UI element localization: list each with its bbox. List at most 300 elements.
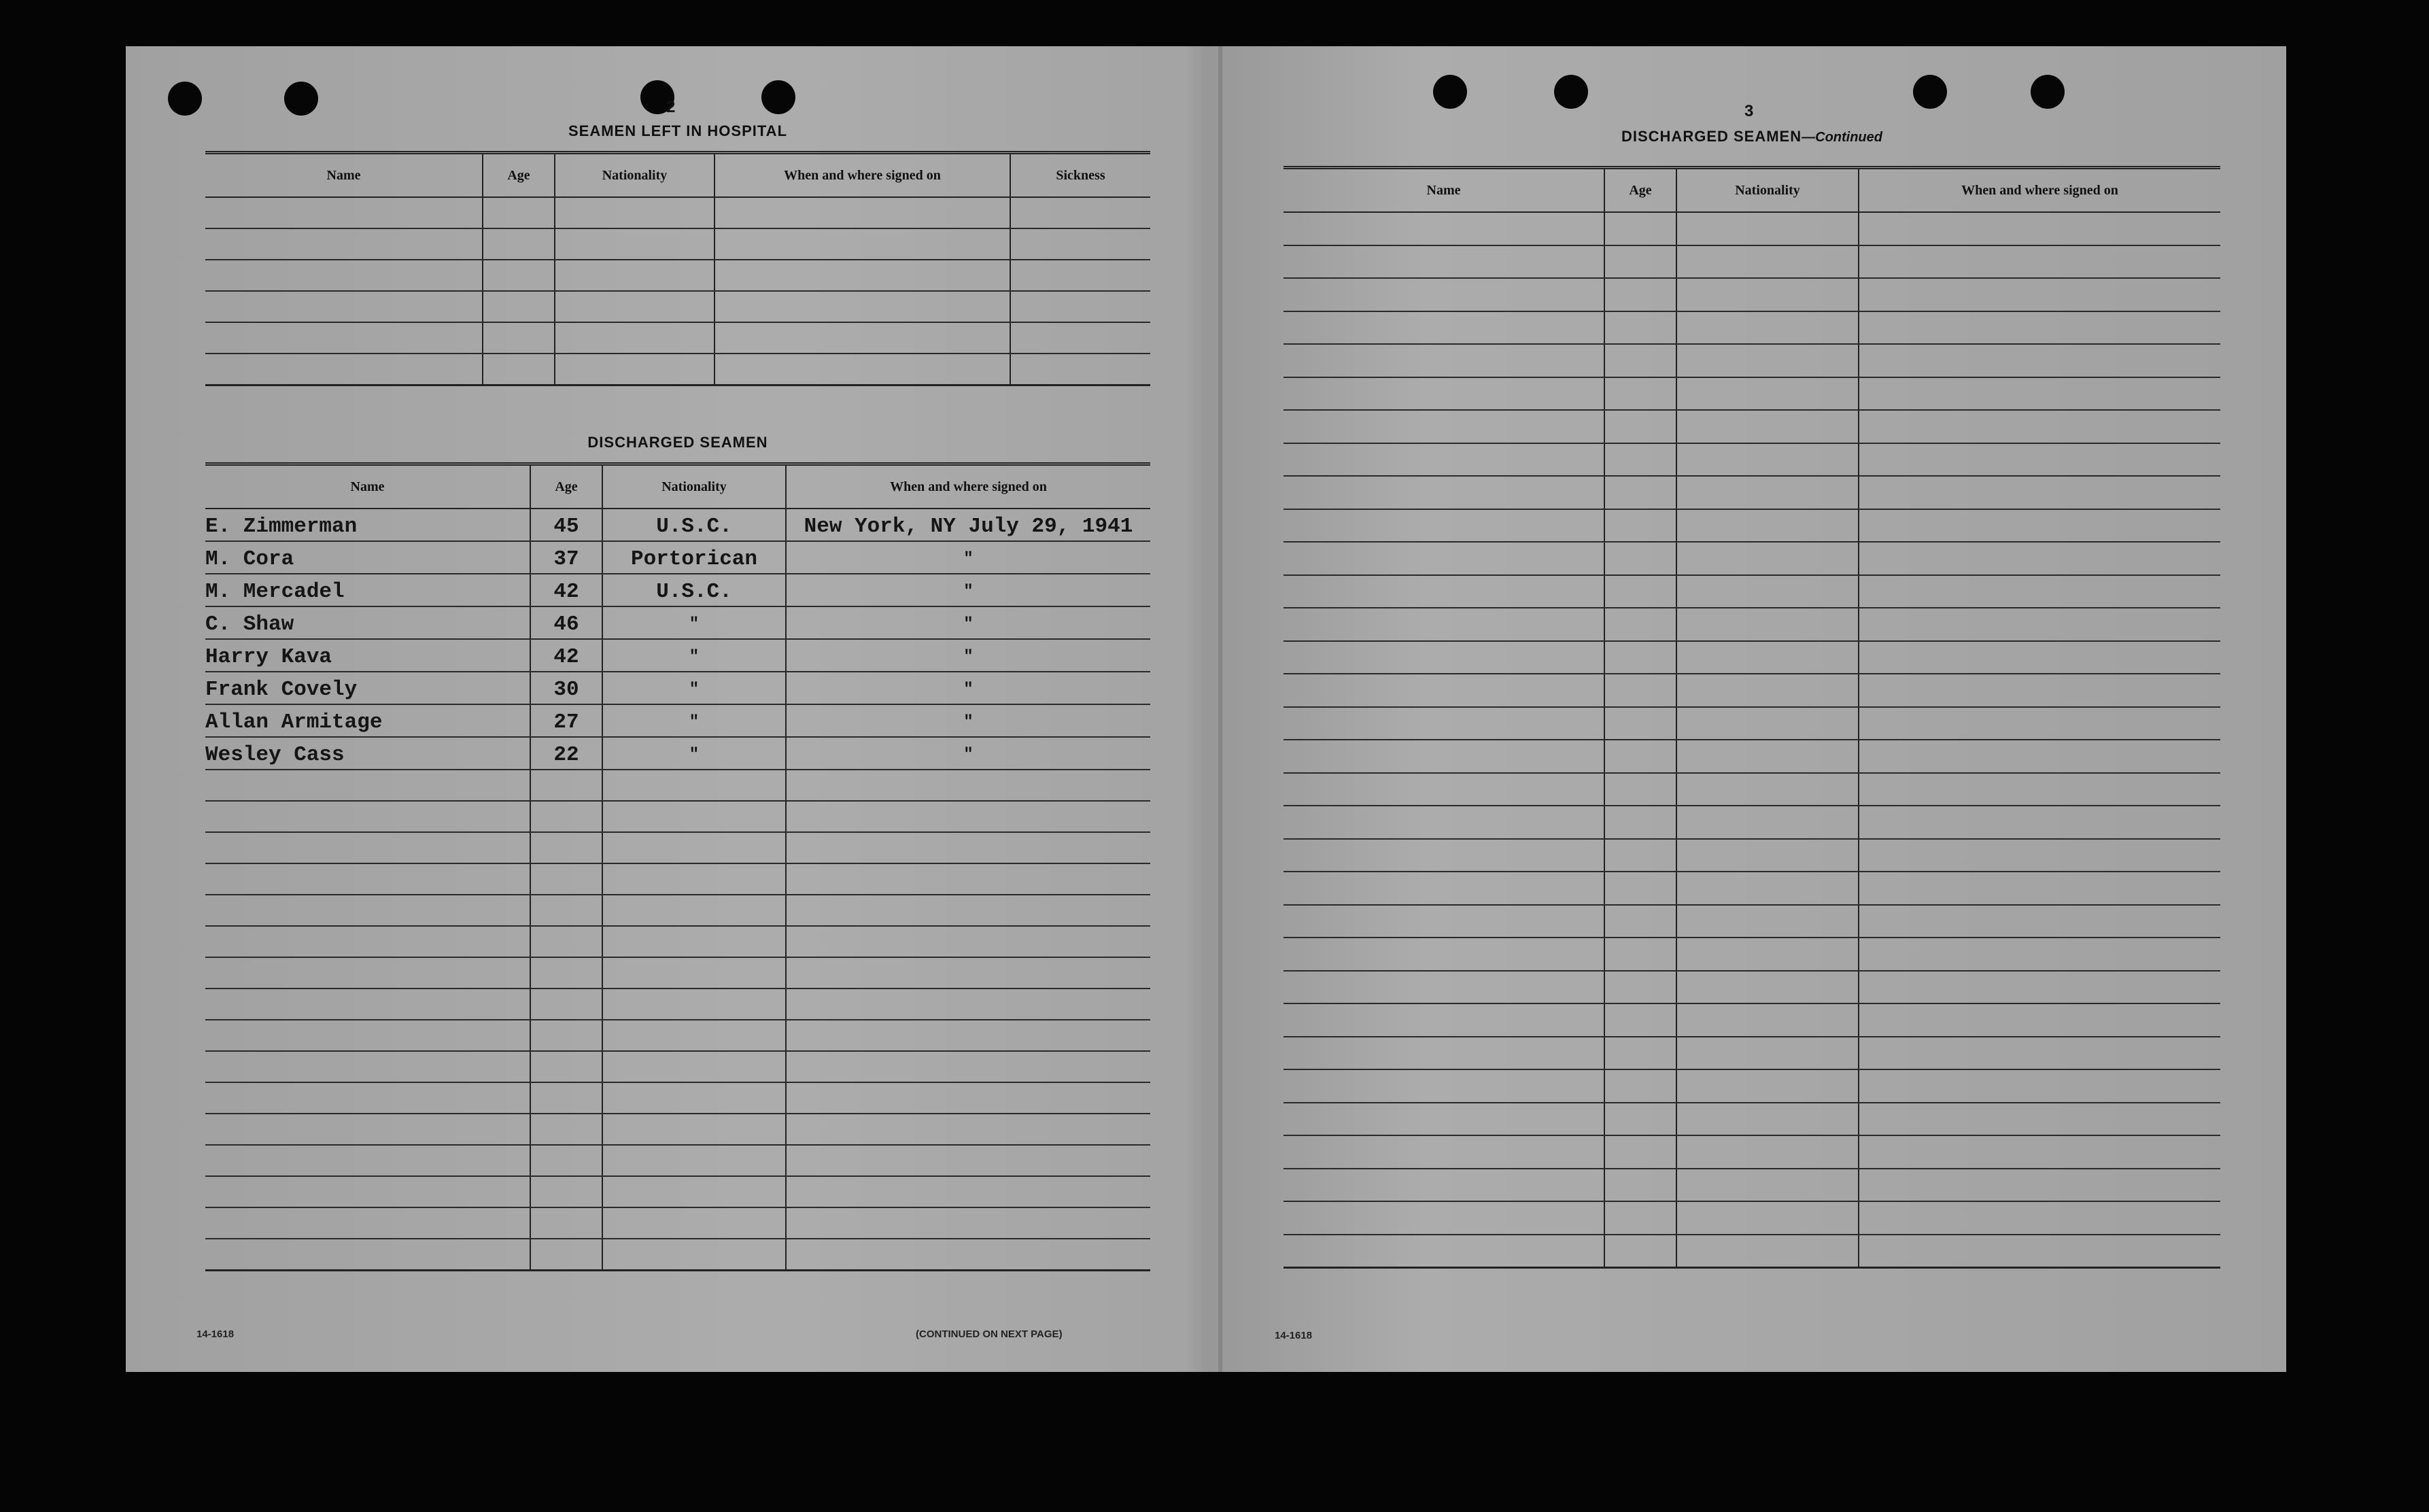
empty-cell <box>1284 1103 1604 1136</box>
empty-cell <box>205 926 530 957</box>
empty-cell <box>205 832 530 863</box>
seaman-name: Frank Covely <box>205 672 530 704</box>
table-row <box>1284 641 2220 674</box>
hospital-table <box>205 151 1150 386</box>
empty-cell <box>1676 872 1859 905</box>
table-row <box>205 509 1150 541</box>
empty-cell <box>1604 443 1676 477</box>
empty-cell <box>483 228 555 260</box>
empty-cell <box>786 801 1150 832</box>
empty-cell <box>205 801 530 832</box>
empty-cell <box>1284 542 1604 575</box>
empty-cell <box>1010 291 1150 322</box>
table-row <box>205 1176 1150 1207</box>
empty-cell <box>602 770 786 801</box>
seaman-signed-on: New York, NY July 29, 1941 <box>786 509 1150 541</box>
empty-cell <box>1859 212 2220 245</box>
page-fold <box>1218 46 1222 1372</box>
seaman-nationality: " <box>602 737 786 770</box>
empty-cell <box>786 1051 1150 1082</box>
empty-cell <box>714 260 1010 291</box>
table-row <box>205 770 1150 801</box>
col-header-signed-on: When and where signed on <box>714 153 1010 198</box>
seaman-signed-on: " <box>786 541 1150 574</box>
empty-cell <box>1676 608 1859 641</box>
empty-cell <box>1604 773 1676 806</box>
empty-cell <box>483 197 555 228</box>
seaman-name: M. Mercadel <box>205 574 530 606</box>
empty-cell <box>1284 641 1604 674</box>
punch-hole <box>1913 75 1947 109</box>
col-header-sickness: Sickness <box>1010 153 1150 198</box>
seaman-signed-on: " <box>786 606 1150 639</box>
seaman-age: 27 <box>530 704 602 737</box>
empty-cell <box>530 801 602 832</box>
empty-cell <box>602 1239 786 1271</box>
empty-cell <box>1859 707 2220 740</box>
empty-cell <box>1604 608 1676 641</box>
empty-cell <box>530 957 602 989</box>
empty-cell <box>1859 1135 2220 1169</box>
empty-cell <box>714 228 1010 260</box>
empty-cell <box>1676 476 1859 509</box>
empty-cell <box>1604 1201 1676 1235</box>
empty-cell <box>530 989 602 1020</box>
empty-cell <box>602 1176 786 1207</box>
col-header-nationality: Nationality <box>555 153 714 198</box>
table-row <box>1284 410 2220 443</box>
table-row <box>1284 1235 2220 1268</box>
empty-cell <box>1676 575 1859 608</box>
col-header-age: Age <box>1604 168 1676 213</box>
empty-cell <box>1859 905 2220 938</box>
empty-cell <box>555 197 714 228</box>
empty-cell <box>1604 575 1676 608</box>
empty-cell <box>602 1020 786 1051</box>
empty-cell <box>1676 443 1859 477</box>
table-row <box>1284 1201 2220 1235</box>
table-row <box>205 639 1150 672</box>
empty-cell <box>530 1082 602 1114</box>
title-main: DISCHARGED SEAMEN <box>1621 128 1802 145</box>
empty-cell <box>1284 740 1604 773</box>
empty-cell <box>1676 773 1859 806</box>
seaman-name: Allan Armitage <box>205 704 530 737</box>
table-row <box>1284 773 2220 806</box>
seaman-age: 42 <box>530 574 602 606</box>
empty-cell <box>1284 509 1604 543</box>
seaman-name: Wesley Cass <box>205 737 530 770</box>
empty-cell <box>205 770 530 801</box>
empty-cell <box>1859 278 2220 311</box>
table-row <box>1284 674 2220 707</box>
discharged-continued-table <box>1284 166 2220 1269</box>
seaman-nationality: U.S.C. <box>602 574 786 606</box>
empty-cell <box>1676 707 1859 740</box>
empty-cell <box>602 895 786 926</box>
empty-cell <box>1284 344 1604 377</box>
empty-cell <box>1676 344 1859 377</box>
table-row <box>1284 1169 2220 1202</box>
empty-cell <box>786 957 1150 989</box>
empty-cell <box>530 1176 602 1207</box>
empty-cell <box>530 770 602 801</box>
empty-cell <box>530 1051 602 1082</box>
empty-cell <box>786 1145 1150 1176</box>
empty-cell <box>1859 872 2220 905</box>
empty-cell <box>1284 476 1604 509</box>
empty-cell <box>1284 806 1604 839</box>
empty-cell <box>205 1114 530 1145</box>
empty-cell <box>1676 971 1859 1004</box>
empty-cell <box>1859 938 2220 971</box>
table-row <box>205 291 1150 322</box>
empty-cell <box>1284 905 1604 938</box>
empty-cell <box>1859 542 2220 575</box>
empty-cell <box>1604 212 1676 245</box>
table-row <box>1284 476 2220 509</box>
empty-cell <box>1859 1235 2220 1268</box>
table-row <box>1284 1003 2220 1037</box>
empty-cell <box>786 989 1150 1020</box>
empty-cell <box>786 770 1150 801</box>
table-row <box>1284 740 2220 773</box>
table-row <box>1284 575 2220 608</box>
empty-cell <box>530 1207 602 1239</box>
table-row <box>205 574 1150 606</box>
empty-cell <box>1010 260 1150 291</box>
empty-cell <box>1284 311 1604 345</box>
empty-cell <box>1284 674 1604 707</box>
empty-cell <box>1676 509 1859 543</box>
empty-cell <box>1010 322 1150 354</box>
empty-cell <box>602 832 786 863</box>
table-row <box>1284 839 2220 872</box>
empty-cell <box>205 260 483 291</box>
seaman-nationality: " <box>602 606 786 639</box>
seaman-nationality: " <box>602 704 786 737</box>
table-row <box>1284 971 2220 1004</box>
empty-cell <box>1284 278 1604 311</box>
empty-cell <box>1859 1201 2220 1235</box>
punch-hole <box>2031 75 2065 109</box>
col-header-name: Name <box>205 153 483 198</box>
seaman-name: E. Zimmerman <box>205 509 530 541</box>
empty-cell <box>1859 377 2220 411</box>
table-row <box>205 1207 1150 1239</box>
punch-hole <box>1433 75 1467 109</box>
empty-cell <box>1604 1003 1676 1037</box>
empty-cell <box>714 197 1010 228</box>
discharged-continued-title <box>1284 128 2220 145</box>
table-row <box>205 354 1150 385</box>
table-row <box>205 672 1150 704</box>
empty-cell <box>1676 212 1859 245</box>
seaman-signed-on: " <box>786 737 1150 770</box>
seaman-age: 46 <box>530 606 602 639</box>
empty-cell <box>1604 344 1676 377</box>
form-number-right: 14-1618 <box>1275 1330 1313 1341</box>
seaman-age: 37 <box>530 541 602 574</box>
table-row <box>1284 1103 2220 1136</box>
empty-cell <box>1284 872 1604 905</box>
table-row <box>205 1082 1150 1114</box>
table-row <box>205 801 1150 832</box>
empty-cell <box>1859 740 2220 773</box>
col-header-name: Name <box>1284 168 1604 213</box>
col-header-nationality: Nationality <box>1676 168 1859 213</box>
table-row <box>1284 608 2220 641</box>
empty-cell <box>1604 1235 1676 1268</box>
empty-cell <box>1676 1169 1859 1202</box>
empty-cell <box>1859 608 2220 641</box>
empty-cell <box>1604 674 1676 707</box>
seaman-age: 30 <box>530 672 602 704</box>
empty-cell <box>786 1082 1150 1114</box>
empty-cell <box>1859 839 2220 872</box>
empty-cell <box>555 228 714 260</box>
empty-cell <box>205 895 530 926</box>
empty-cell <box>205 1082 530 1114</box>
table-row <box>1284 344 2220 377</box>
empty-cell <box>1604 311 1676 345</box>
empty-cell <box>530 863 602 895</box>
col-header-name: Name <box>205 464 530 509</box>
empty-cell <box>1604 410 1676 443</box>
empty-cell <box>1284 212 1604 245</box>
table-row <box>205 322 1150 354</box>
empty-cell <box>205 1176 530 1207</box>
empty-cell <box>1676 740 1859 773</box>
empty-cell <box>1604 278 1676 311</box>
page-number-right: 3 <box>1744 102 1754 120</box>
table-row <box>205 704 1150 737</box>
empty-cell <box>602 863 786 895</box>
empty-cell <box>1284 1003 1604 1037</box>
hospital-section-title: SEAMEN LEFT IN HOSPITAL <box>568 122 788 139</box>
empty-cell <box>786 1239 1150 1271</box>
empty-cell <box>205 322 483 354</box>
continued-note: (CONTINUED ON NEXT PAGE) <box>916 1328 1063 1340</box>
empty-cell <box>602 1145 786 1176</box>
empty-cell <box>1604 641 1676 674</box>
empty-cell <box>1676 806 1859 839</box>
table-row <box>205 606 1150 639</box>
empty-cell <box>205 1207 530 1239</box>
col-header-nationality: Nationality <box>602 464 786 509</box>
empty-cell <box>205 1239 530 1271</box>
empty-cell <box>205 1051 530 1082</box>
empty-cell <box>1676 410 1859 443</box>
empty-cell <box>1859 1169 2220 1202</box>
empty-cell <box>1604 509 1676 543</box>
empty-cell <box>1010 354 1150 385</box>
empty-cell <box>530 926 602 957</box>
table-row <box>205 1239 1150 1271</box>
empty-cell <box>1284 1169 1604 1202</box>
table-row <box>205 737 1150 770</box>
empty-cell <box>1859 245 2220 279</box>
empty-cell <box>1604 1135 1676 1169</box>
empty-cell <box>1859 674 2220 707</box>
empty-cell <box>1676 905 1859 938</box>
seaman-nationality: " <box>602 672 786 704</box>
seaman-nationality: U.S.C. <box>602 509 786 541</box>
empty-cell <box>1859 1003 2220 1037</box>
seaman-signed-on: " <box>786 574 1150 606</box>
title-suffix: —Continued <box>1802 130 1882 145</box>
empty-cell <box>1676 377 1859 411</box>
empty-cell <box>1604 476 1676 509</box>
table-row <box>1284 806 2220 839</box>
empty-cell <box>1284 377 1604 411</box>
table-row <box>1284 278 2220 311</box>
empty-cell <box>786 1114 1150 1145</box>
table-row <box>205 926 1150 957</box>
seaman-signed-on: " <box>786 704 1150 737</box>
punch-hole <box>761 80 795 114</box>
seaman-name: Harry Kava <box>205 639 530 672</box>
empty-cell <box>483 260 555 291</box>
empty-cell <box>1604 245 1676 279</box>
empty-cell <box>1284 1201 1604 1235</box>
empty-cell <box>1284 1235 1604 1268</box>
seaman-name: C. Shaw <box>205 606 530 639</box>
col-header-age: Age <box>530 464 602 509</box>
empty-cell <box>602 1114 786 1145</box>
empty-cell <box>1676 245 1859 279</box>
table-row <box>1284 377 2220 411</box>
table-row <box>205 541 1150 574</box>
seaman-signed-on: " <box>786 639 1150 672</box>
empty-cell <box>1676 674 1859 707</box>
empty-cell <box>786 895 1150 926</box>
empty-cell <box>602 926 786 957</box>
empty-cell <box>1284 1037 1604 1070</box>
empty-cell <box>786 926 1150 957</box>
table-row <box>205 895 1150 926</box>
empty-cell <box>1284 410 1604 443</box>
table-row <box>205 1051 1150 1082</box>
seaman-age: 45 <box>530 509 602 541</box>
table-row <box>1284 1135 2220 1169</box>
empty-cell <box>714 291 1010 322</box>
empty-cell <box>602 801 786 832</box>
empty-cell <box>483 322 555 354</box>
empty-cell <box>205 957 530 989</box>
seaman-nationality: Portorican <box>602 541 786 574</box>
empty-cell <box>714 322 1010 354</box>
empty-cell <box>205 1145 530 1176</box>
punch-hole <box>168 82 202 116</box>
empty-cell <box>1859 443 2220 477</box>
table-row <box>205 1114 1150 1145</box>
seaman-age: 22 <box>530 737 602 770</box>
table-row <box>205 197 1150 228</box>
empty-cell <box>1604 1037 1676 1070</box>
empty-cell <box>483 354 555 385</box>
empty-cell <box>1859 806 2220 839</box>
empty-cell <box>1859 1103 2220 1136</box>
empty-cell <box>1676 1103 1859 1136</box>
empty-cell <box>1284 1135 1604 1169</box>
empty-cell <box>205 291 483 322</box>
empty-cell <box>483 291 555 322</box>
empty-cell <box>1859 509 2220 543</box>
empty-cell <box>530 1145 602 1176</box>
discharged-table <box>205 462 1150 1271</box>
table-row <box>205 228 1150 260</box>
empty-cell <box>1284 773 1604 806</box>
table-row <box>1284 905 2220 938</box>
empty-cell <box>1676 839 1859 872</box>
empty-cell <box>602 1207 786 1239</box>
empty-cell <box>1859 344 2220 377</box>
empty-cell <box>530 1114 602 1145</box>
empty-cell <box>1284 971 1604 1004</box>
table-row <box>1284 245 2220 279</box>
empty-cell <box>1284 443 1604 477</box>
empty-cell <box>1284 1069 1604 1103</box>
empty-cell <box>205 989 530 1020</box>
empty-cell <box>555 260 714 291</box>
table-row <box>205 1145 1150 1176</box>
table-row <box>205 832 1150 863</box>
table-row <box>1284 1037 2220 1070</box>
empty-cell <box>1859 1037 2220 1070</box>
empty-cell <box>1604 1069 1676 1103</box>
empty-cell <box>1859 773 2220 806</box>
empty-cell <box>1676 1069 1859 1103</box>
table-row <box>1284 509 2220 543</box>
empty-cell <box>1676 1003 1859 1037</box>
empty-cell <box>1284 245 1604 279</box>
empty-cell <box>205 197 483 228</box>
table-row <box>205 957 1150 989</box>
empty-cell <box>1604 542 1676 575</box>
seaman-age: 42 <box>530 639 602 672</box>
empty-cell <box>602 1082 786 1114</box>
form-number-left: 14-1618 <box>196 1328 235 1340</box>
table-row <box>205 260 1150 291</box>
empty-cell <box>786 832 1150 863</box>
empty-cell <box>555 354 714 385</box>
empty-cell <box>1010 197 1150 228</box>
empty-cell <box>1604 905 1676 938</box>
empty-cell <box>1604 971 1676 1004</box>
empty-cell <box>530 895 602 926</box>
discharged-section-title: DISCHARGED SEAMEN <box>587 434 768 451</box>
empty-cell <box>1676 1037 1859 1070</box>
empty-cell <box>1284 707 1604 740</box>
empty-cell <box>1859 1069 2220 1103</box>
empty-cell <box>1676 311 1859 345</box>
empty-cell <box>530 1020 602 1051</box>
empty-cell <box>1676 1235 1859 1268</box>
empty-cell <box>1859 476 2220 509</box>
seaman-nationality: " <box>602 639 786 672</box>
col-header-signed-on: When and where signed on <box>786 464 1150 509</box>
empty-cell <box>555 322 714 354</box>
empty-cell <box>205 1020 530 1051</box>
table-row <box>1284 938 2220 971</box>
table-row <box>205 1020 1150 1051</box>
table-row <box>205 989 1150 1020</box>
empty-cell <box>1859 410 2220 443</box>
table-row <box>1284 443 2220 477</box>
empty-cell <box>1604 806 1676 839</box>
empty-cell <box>205 228 483 260</box>
